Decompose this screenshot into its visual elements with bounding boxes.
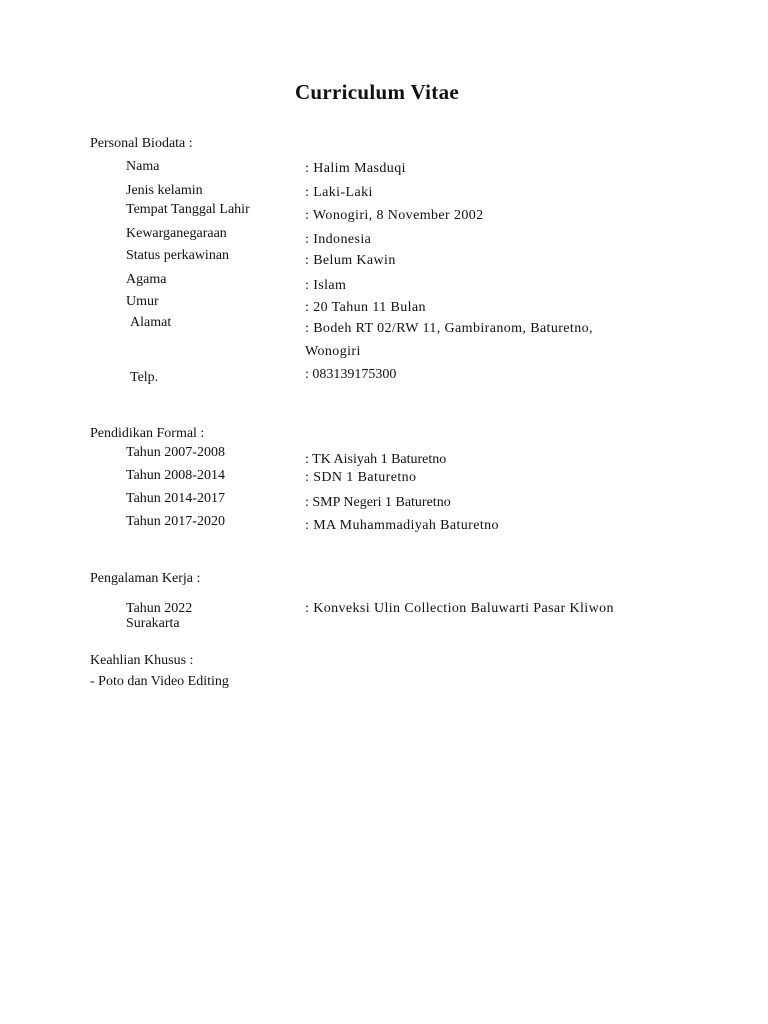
value-alamat: : Bodeh RT 02/RW 11, Gambiranom, Baturetno, [305,321,593,336]
label-telp: Telp. [130,370,159,385]
work-place-0: : Konveksi Ulin Collection Baluwarti Pasar Kliwon [305,601,614,616]
value-status-perkawinan: : Belum Kawin [305,253,396,268]
education-school-1: : SDN 1 Baturetno [305,470,417,485]
education-year-1: Tahun 2008-2014 [126,468,225,483]
education-year-2: Tahun 2014-2017 [126,491,225,506]
label-tempat-tanggal-lahir: Tempat Tanggal Lahir [126,202,250,217]
label-jenis-kelamin: Jenis kelamin [126,183,203,198]
work-heading: Pengalaman Kerja : [90,571,201,586]
label-umur: Umur [126,294,159,309]
label-kewarganegaraan: Kewarganegaraan [126,226,227,241]
education-year-0: Tahun 2007-2008 [126,445,225,460]
education-heading: Pendidikan Formal : [90,426,205,441]
label-nama: Nama [126,159,160,174]
value-telp: : 083139175300 [305,367,397,382]
skill-item-0: - Poto dan Video Editing [90,674,229,689]
document-title: Curriculum Vitae [294,80,460,104]
value-tempat-tanggal-lahir: : Wonogiri, 8 November 2002 [305,208,484,223]
personal-biodata-heading: Personal Biodata : [90,136,193,151]
value-jenis-kelamin: : Laki-Laki [305,185,373,200]
label-agama: Agama [126,272,167,287]
education-year-3: Tahun 2017-2020 [126,514,225,529]
value-nama: : Halim Masduqi [305,161,406,176]
value-umur: : 20 Tahun 11 Bulan [305,300,426,315]
skills-heading: Keahlian Khusus : [90,653,194,668]
value-alamat-line2: Wonogiri [305,344,361,359]
value-agama: : Islam [305,278,347,293]
education-school-3: : MA Muhammadiyah Baturetno [305,518,499,533]
label-status-perkawinan: Status perkawinan [126,248,230,263]
education-school-2: : SMP Negeri 1 Baturetno [305,495,451,510]
value-kewarganegaraan: : Indonesia [305,232,372,247]
education-school-0: : TK Aisiyah 1 Baturetno [305,452,447,467]
work-city-0: Surakarta [126,616,180,631]
label-alamat: Alamat [130,315,172,330]
work-year-0: Tahun 2022 [126,601,193,616]
